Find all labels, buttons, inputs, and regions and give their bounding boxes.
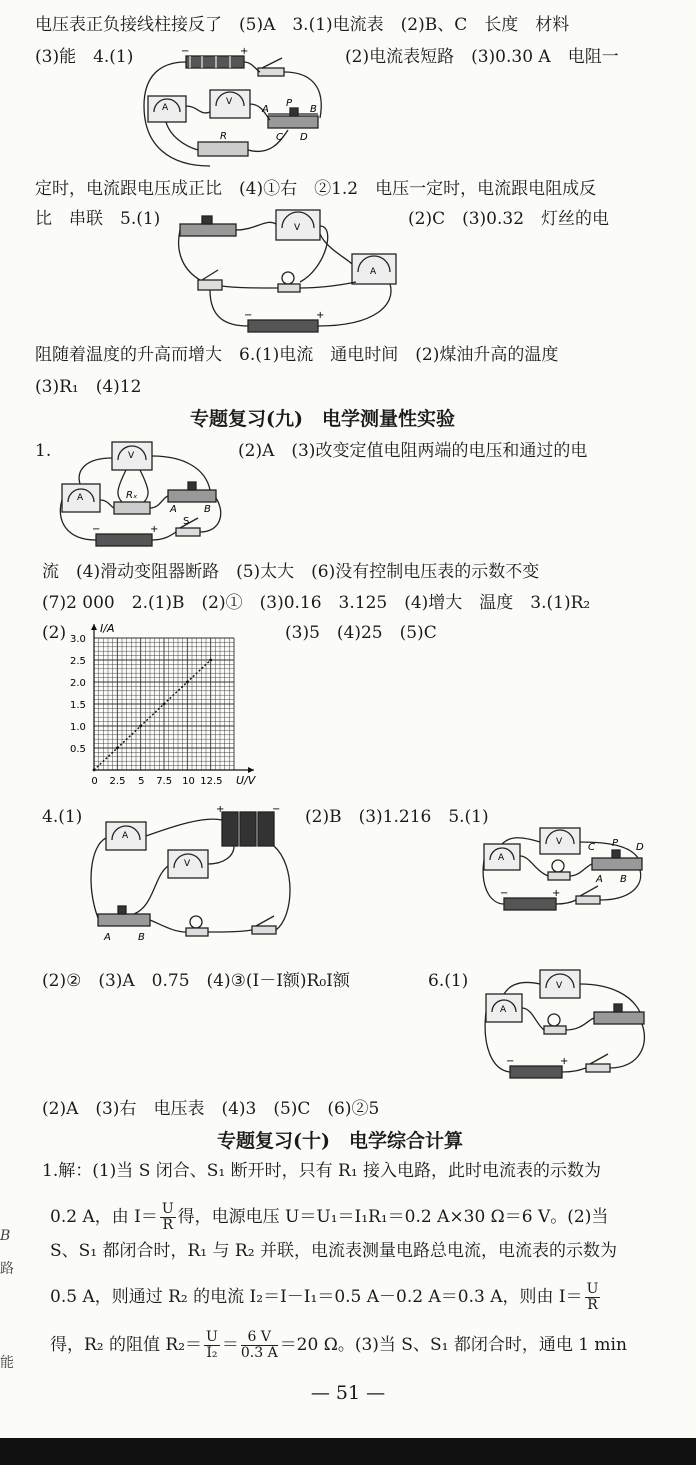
line-12b: 6.(1) (428, 971, 469, 991)
x-axis-label: U/V (236, 774, 256, 787)
fraction-u-over-r: $\frac{U}{R}$ (161, 1201, 174, 1233)
line-15a: 0.2 A，由 I＝ (50, 1207, 158, 1227)
voltmeter-v-label-2: V (294, 223, 301, 233)
line-15b: 得，电源电压 U＝U₁＝I₁R₁＝0.2 A×30 Ω＝6 V。(2)当 (177, 1207, 609, 1227)
y-tick-label: 0.5 (70, 744, 86, 755)
ammeter-a-label: A (162, 103, 169, 113)
x-axis-arrow (248, 767, 254, 773)
line-7b: (2)A (3)改变定值电阻两端的电压和通过的电 (238, 441, 588, 461)
circuit-diagram-4 (140, 46, 340, 172)
x-tick-label: 12.5 (200, 776, 223, 787)
battery-minus-label-5: − (500, 888, 509, 899)
y-tick-label: 1.5 (70, 700, 86, 711)
line-12a: (2)② (3)A 0.75 (4)③(I－I额)R₀I额 (42, 971, 350, 991)
line-2b: (2)电流表短路 (3)0.30 A 电阻一 (345, 47, 619, 67)
rheostat-a-label-5: A (596, 874, 603, 885)
circuit-diagram-9-6 (482, 966, 652, 1086)
data-point (163, 703, 166, 706)
rheostat-d-label-5: D (636, 842, 644, 853)
line-10a: (2) (42, 623, 67, 643)
circuit-diagram-9-5 (480, 826, 650, 918)
line-16: S、S₁ 都闭合时，R₁ 与 R₂ 并联，电流表测量电路总电流，电流表的示数为 (50, 1241, 617, 1261)
data-point (93, 769, 96, 772)
voltmeter-v-label-4: V (184, 859, 191, 869)
line-13: (2)A (3)右 电压表 (4)3 (5)C (6)②5 (42, 1099, 380, 1119)
y-tick-label: 2.0 (70, 678, 86, 689)
data-point (139, 725, 142, 728)
rheostat-p-label-5: P (612, 838, 619, 849)
chart-series (93, 659, 212, 772)
line-18 (50, 1330, 627, 1361)
margin-fragment-neng: 能 (0, 1355, 14, 1371)
rheostat-a-label-4: A (104, 932, 111, 943)
line-18c: ＝20 Ω。(3)当 S、S₁ 都闭合时，通电 1 min (279, 1335, 627, 1355)
resistor-r-label: R (220, 131, 227, 142)
switch-s-label: S (183, 516, 190, 527)
ammeter-a-label-4: A (122, 831, 129, 841)
line-6: (3)R₁ (4)12 (35, 377, 142, 397)
rheostat-a-label-3: A (170, 504, 177, 515)
rheostat-d-label: D (300, 132, 308, 143)
line-5: 阻随着温度的升高而增大 6.(1)电流 通电时间 (2)煤油升高的温度 (35, 345, 559, 365)
ammeter-a-label-3: A (77, 493, 84, 503)
line-2a: (3)能 4.(1) (35, 47, 134, 67)
data-point (209, 659, 212, 662)
battery-plus-label-4: + (216, 806, 225, 815)
margin-fragment-lu: 路 (0, 1261, 14, 1277)
rheostat-b-label-4: B (138, 932, 145, 943)
i-u-graph (60, 620, 280, 802)
voltmeter-v-label-6: V (556, 981, 563, 991)
svg-text:−: − (181, 46, 190, 57)
fraction-u-over-i2: $\frac{U}{\text{I₂}}$ (206, 1329, 218, 1361)
series-line (94, 660, 211, 770)
line-8: 流 (4)滑动变阻器断路 (5)太大 (6)没有控制电压表的示数不变 (42, 562, 540, 582)
ammeter-a-label-6: A (500, 1005, 507, 1015)
circuit-diagram-5 (176, 208, 406, 338)
x-tick-label: 5 (138, 776, 145, 787)
line-14: 1.解：(1)当 S 闭合、S₁ 断开时，只有 R₁ 接入电路，此时电流表的示数为 (42, 1161, 602, 1181)
y-axis-label: I/A (100, 622, 115, 635)
resistor-rx-label: Rₓ (126, 490, 138, 501)
line-7a: 1. (35, 441, 52, 461)
rheostat-c-label: C (276, 132, 283, 143)
margin-fragment-b: B (0, 1228, 11, 1244)
line-17a: 0.5 A，则通过 R₂ 的电流 I₂＝I－I₁＝0.5 A－0.2 A＝0.3 A，则由 I＝ (50, 1287, 583, 1307)
line-15 (50, 1202, 608, 1233)
fraction-6v-over-03a: $\frac{6 V}{0.3 A}$ (240, 1329, 278, 1361)
battery-plus-label-6: + (560, 1056, 569, 1067)
circuit-diagram-9-1 (56, 440, 232, 552)
x-tick-label: 0 (91, 776, 98, 787)
voltmeter-v-label: V (226, 97, 233, 107)
section-title-9: 专题复习(九) 电学测量性实验 (190, 408, 455, 430)
x-tick-label: 2.5 (109, 776, 126, 787)
ammeter-a-label-2: A (370, 267, 377, 277)
line-3: 定时，电流跟电压成正比 (4)①右 ②1.2 电压一定时，电流跟电阻成反 (35, 179, 597, 199)
line-11a: 4.(1) (42, 807, 83, 827)
y-tick-label: 3.0 (70, 634, 86, 645)
line-1: 电压表正负接线柱接反了 (5)A 3.(1)电流表 (2)B、C 长度 材料 (35, 15, 570, 35)
battery-minus-label-4: − (272, 806, 281, 815)
line-4a: 比 串联 5.(1) (35, 209, 161, 229)
y-axis-arrow (91, 624, 97, 630)
bottom-black-bar (0, 1438, 696, 1465)
line-4b: (2)C (3)0.32 灯丝的电 (408, 209, 610, 229)
line-9: (7)2 000 2.(1)B (2)① (3)0.16 3.125 (4)增大 温度 3.(1)R₂ (42, 593, 591, 613)
x-tick-label: 10 (182, 776, 195, 787)
voltmeter-v-label-3: V (128, 451, 135, 461)
data-point (116, 747, 119, 750)
y-tick-label: 1.0 (70, 722, 86, 733)
y-tick-label: 2.5 (70, 656, 86, 667)
data-point (186, 681, 189, 684)
rheostat-b-label-3: B (204, 504, 211, 515)
page-number: — 51 — (310, 1382, 386, 1404)
rheostat-b-label-5: B (620, 874, 627, 885)
line-18b: ＝ (221, 1335, 239, 1355)
battery-plus-label: + (316, 310, 325, 321)
rheostat-p-label: P (286, 98, 293, 109)
circuit-diagram-9-4 (84, 806, 304, 954)
line-10b: (3)5 (4)25 (5)C (285, 623, 437, 643)
fraction-u-over-r-2: $\frac{U}{R}$ (586, 1281, 599, 1313)
battery-minus-label: − (244, 310, 253, 321)
battery-plus-label-3: + (150, 524, 159, 535)
battery-plus-label-5: + (552, 888, 561, 899)
battery-minus-label-3: − (92, 524, 101, 535)
section-title-10: 专题复习(十) 电学综合计算 (217, 1130, 463, 1152)
voltmeter-v-label-5: V (556, 837, 563, 847)
rheostat-b-label: B (310, 104, 317, 115)
rheostat-c-label-5: C (588, 842, 595, 853)
chart-ticks (70, 634, 223, 787)
ammeter-a-label-5: A (498, 853, 505, 863)
line-17 (50, 1282, 602, 1313)
rheostat-a-label: A (262, 104, 269, 115)
x-tick-label: 7.5 (156, 776, 173, 787)
svg-text:+: + (240, 46, 249, 57)
battery-minus-label-6: − (506, 1056, 515, 1067)
line-18a: 得，R₂ 的阻值 R₂＝ (50, 1335, 203, 1355)
line-11b: (2)B (3)1.216 5.(1) (305, 807, 489, 827)
